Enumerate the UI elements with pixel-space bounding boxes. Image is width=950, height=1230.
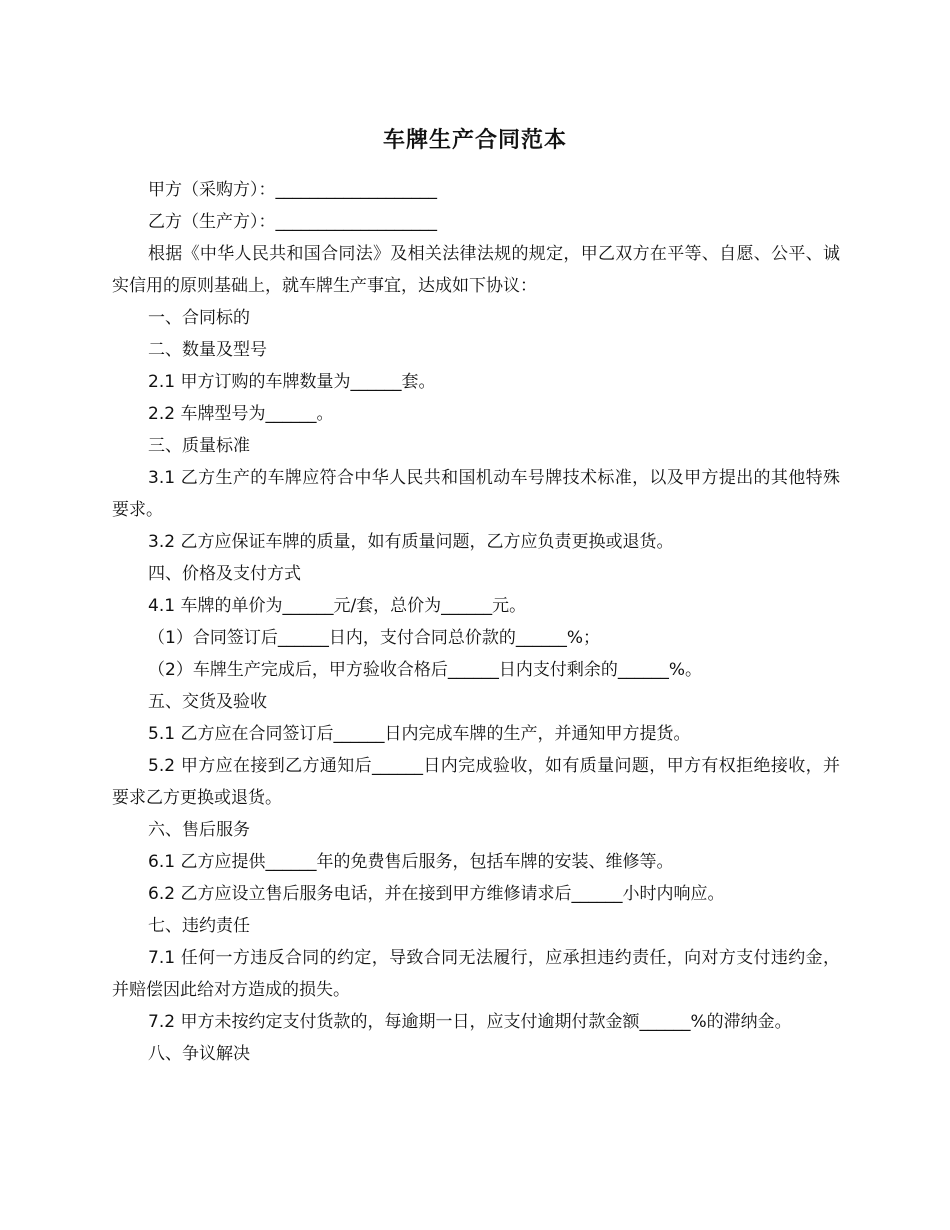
section-heading-7: 七、违约责任 xyxy=(148,916,250,936)
document-title: 车牌生产合同范本 xyxy=(382,128,567,153)
document-body xyxy=(112,174,840,1070)
party-b-line: 乙方（生产方）：___________________ xyxy=(148,212,437,232)
clause-6-1: 6.1 乙方应提供______年的免费售后服务，包括车牌的安装、维修等。 xyxy=(148,852,674,872)
clause-6-2: 6.2 乙方应设立售后服务电话，并在接到甲方维修请求后______小时内响应。 xyxy=(148,884,725,904)
clause-3-1: 3.1 乙方生产的车牌应符合中华人民共和国机动车号牌技术标准，以及甲方提出的其他特殊要求。 xyxy=(112,468,840,520)
clause-2-1: 2.1 甲方订购的车牌数量为______套。 xyxy=(148,372,436,392)
section-heading-1: 一、合同标的 xyxy=(148,308,250,328)
section-heading-3: 三、质量标准 xyxy=(148,436,250,456)
clause-5-2: 5.2 甲方应在接到乙方通知后______日内完成验收，如有质量问题，甲方有权拒绝接收，并要求乙方更换或退货。 xyxy=(112,756,840,808)
clause-5-1: 5.1 乙方应在合同签订后______日内完成车牌的生产，并通知甲方提货。 xyxy=(148,724,691,744)
section-heading-8: 八、争议解决 xyxy=(148,1044,250,1064)
clause-4-1-item-2: （2）车牌生产完成后，甲方验收合格后______日内支付剩余的______%。 xyxy=(148,660,702,680)
clause-7-1: 7.1 任何一方违反合同的约定，导致合同无法履行，应承担违约责任，向对方支付违约金，并赔偿因此给对方造成的损失。 xyxy=(112,948,840,1000)
clause-4-1-item-1: （1）合同签订后______日内，支付合同总价款的______%； xyxy=(148,628,600,648)
section-heading-6: 六、售后服务 xyxy=(148,820,250,840)
clause-4-1: 4.1 车牌的单价为______元/套，总价为______元。 xyxy=(148,596,527,616)
section-heading-2: 二、数量及型号 xyxy=(148,340,267,360)
clause-7-2: 7.2 甲方未按约定支付货款的，每逾期一日，应支付逾期付款金额______%的滞纳金。 xyxy=(148,1012,792,1032)
section-heading-5: 五、交货及验收 xyxy=(148,692,267,712)
party-a-line: 甲方（采购方）：___________________ xyxy=(148,180,437,200)
clause-2-2: 2.2 车牌型号为______。 xyxy=(148,404,334,424)
section-heading-4: 四、价格及支付方式 xyxy=(148,564,301,584)
clause-3-2: 3.2 乙方应保证车牌的质量，如有质量问题，乙方应负责更换或退货。 xyxy=(148,532,674,552)
preamble-paragraph: 根据《中华人民共和国合同法》及相关法律法规的规定，甲乙双方在平等、自愿、公平、诚实信用的原则基础上，就车牌生产事宜，达成如下协议： xyxy=(112,244,840,296)
